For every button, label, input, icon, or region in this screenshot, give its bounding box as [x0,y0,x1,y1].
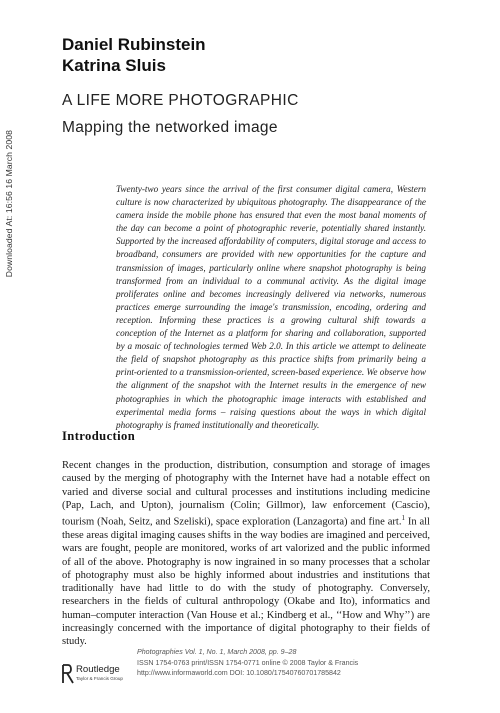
author-name: Daniel Rubinstein [62,35,206,54]
routledge-r-icon [62,664,74,684]
publisher-name: Routledge [76,664,120,675]
author-list [62,34,206,76]
publisher-logo [62,662,142,684]
intro-text: Recent changes in the production, distribution, consumption and storage of images caused by the merging of photography with the Internet have had a notable effect on varied and diverse social and cultural processes and institutions including medicine (Pap, Lach, and Upton), journalism (Colin; Gillmor), law enforcement (Cascio), tourism (Noah, Seitz, and Szeliski), space exploration (Lanzagorta) and fine art. [62,460,430,528]
intro-paragraph [62,459,430,649]
section-heading: Introduction [62,429,136,443]
footnote-marker[interactable]: 1 [401,514,405,523]
download-stamp: Downloaded At: 16:56 16 March 2008 [4,130,14,278]
publisher-group: Taylor & Francis Group [76,676,123,681]
journal-citation: Photographies Vol. 1, No. 1, March 2008, pp. 9–28 [137,648,297,656]
article-subtitle: Mapping the networked image [62,119,278,136]
author-name: Katrina Sluis [62,56,166,75]
citation-footer [137,647,358,679]
article-title: A LIFE MORE PHOTOGRAPHIC [62,92,299,109]
intro-text-continued: In all these areas digital imaging causes shifts in the way bodies are imagined and perceived, wars are fought, people are monitored, works of art valorized and the public informed of all of the above. Photography is now ingrained in so many processes that a scholar of photography must also be highly informed about industries and institutions that traditionally have had little to do with the study of photography. Conversely, researchers in the fields of cultural anthropology (Okabe and Ito), informatics and human–computer interaction (Van House et al.; Kindberg et al., ‘‘How and Why’’) are increasingly concerned with the importance of digital photography to their fields of study. [62,516,430,648]
issn-line: ISSN 1754-0763 print/ISSN 1754-0771 online © 2008 Taylor & Francis [137,658,359,667]
doi-link[interactable]: http://www.informaworld.com DOI: 10.1080/17540760701785842 [137,669,341,678]
abstract: Twenty-two years since the arrival of the first consumer digital camera, Western culture is now characterized by ubiquitous photography. The disappearance of the camera inside the mobile phone has ensured that even the most banal moments of the day can become a point of photographic reverie, potentially shared instantly. Supported by the increased affordability of computers, digital storage and access to broadband, consumers are provided with new opportunities for the capture and transmission of images, particularly online where snapshot photography is being transformed from an individual to a communal activity. As the digital image proliferates online and becomes increasingly delivered via networks, numerous practices emerge surrounding the image's transmission, encoding, ordering and reception. Informing these practices is a growing cultural shift towards a conception of the Internet as a platform for sharing and collaboration, supported by a mosaic of technologies termed Web 2.0. In this article we attempt to delineate the field of snapshot photography as this practice shifts from primarily being a print-oriented to a transmission-oriented, screen-based experience. We observe how the alignment of the snapshot with the Internet results in the emergence of new photographies in which the photographic image interacts with established and experimental media forms – raising questions about the ways in which digital photography is framed institutionally and theoretically. [116,184,426,430]
